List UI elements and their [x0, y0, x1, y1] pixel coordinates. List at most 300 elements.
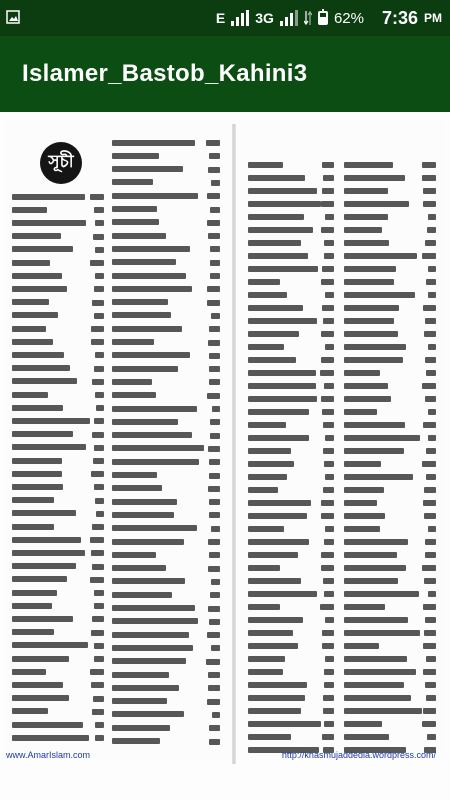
- scanned-text-stroke: [248, 201, 321, 207]
- scanned-text-stroke: [344, 617, 408, 623]
- toc-entry-line: [344, 639, 436, 652]
- scanned-page-number-stroke: [424, 487, 436, 493]
- toc-entry-line: [248, 470, 334, 483]
- toc-entry-line: [344, 483, 436, 496]
- scanned-text-stroke: [12, 431, 73, 437]
- toc-entry-line: [112, 415, 220, 428]
- scanned-text-stroke: [248, 279, 280, 285]
- toc-entry-line: [12, 560, 104, 573]
- scanned-text-stroke: [112, 339, 154, 345]
- scanned-text-stroke: [248, 578, 301, 584]
- toc-entry-line: [248, 197, 334, 210]
- scanned-text-stroke: [248, 162, 283, 168]
- scanned-text-stroke: [344, 708, 422, 714]
- scanned-page-number-stroke: [92, 524, 104, 530]
- scanned-text-stroke: [12, 233, 61, 239]
- toc-entry-line: [344, 262, 436, 275]
- scanned-text-stroke: [12, 669, 46, 675]
- toc-entry-line: [344, 704, 436, 717]
- scanned-text-stroke: [112, 658, 186, 664]
- scanned-page-number-stroke: [208, 606, 220, 612]
- toc-entry-line: [248, 535, 334, 548]
- scanned-page-number-stroke: [423, 305, 436, 311]
- scanned-page-number-stroke: [424, 630, 436, 636]
- scanned-text-stroke: [344, 383, 388, 389]
- toc-entry-line: [12, 612, 104, 625]
- scanned-page-number-stroke: [207, 286, 220, 292]
- scanned-text-stroke: [12, 629, 54, 635]
- scanned-page-number-stroke: [325, 617, 334, 623]
- scanned-text-stroke: [248, 370, 316, 376]
- scanned-text-stroke: [112, 246, 190, 252]
- scanned-text-stroke: [12, 378, 77, 384]
- scanned-text-stroke: [248, 448, 291, 454]
- scanned-page-number-stroke: [208, 539, 220, 545]
- toc-entry-line: [112, 668, 220, 681]
- scanned-page-number-stroke: [324, 253, 334, 259]
- scanned-page-number-stroke: [321, 279, 334, 285]
- scanned-page-number-stroke: [211, 579, 220, 585]
- toc-entry-line: [112, 429, 220, 442]
- toc-entry-line: [344, 548, 436, 561]
- scanned-text-stroke: [248, 253, 308, 259]
- scanned-text-stroke: [344, 682, 404, 688]
- toc-entry-line: [248, 587, 334, 600]
- scanned-text-stroke: [12, 524, 54, 530]
- toc-entry-line: [112, 708, 220, 721]
- scanned-page-number-stroke: [322, 305, 334, 311]
- toc-entry-line: [344, 288, 436, 301]
- scanned-page-number-stroke: [208, 685, 220, 691]
- toc-entry-line: [248, 522, 334, 535]
- toc-entry-line: [248, 379, 334, 392]
- scanned-text-stroke: [112, 539, 184, 545]
- toc-entry-line: [248, 639, 334, 652]
- toc-entry-line: [248, 392, 334, 405]
- toc-entry-line: [112, 575, 220, 588]
- scanned-text-stroke: [344, 552, 397, 558]
- scanned-page-number-stroke: [207, 220, 220, 226]
- scanned-text-stroke: [12, 260, 50, 266]
- scanned-page-number-stroke: [208, 233, 220, 239]
- scanned-page-number-stroke: [321, 331, 334, 337]
- toc-entry-line: [12, 230, 104, 243]
- toc-entry-line: [112, 402, 220, 415]
- toc-entry-line: [12, 322, 104, 335]
- toc-entry-line: [12, 573, 104, 586]
- scanned-text-stroke: [344, 487, 384, 493]
- scanned-page-number-stroke: [323, 695, 334, 701]
- toc-entry-line: [12, 546, 104, 559]
- toc-entry-line: [12, 335, 104, 348]
- signal-strength-icon-2: [280, 10, 298, 26]
- scanned-text-stroke: [344, 578, 398, 584]
- scanned-page-number-stroke: [428, 435, 436, 441]
- scanned-page-number-stroke: [321, 227, 334, 233]
- toc-entry-line: [248, 548, 334, 561]
- scanned-page-number-stroke: [428, 409, 436, 415]
- scanned-text-stroke: [12, 497, 54, 503]
- network-label: E: [215, 10, 226, 26]
- toc-entry-line: [112, 442, 220, 455]
- scanned-page-number-stroke: [425, 552, 436, 558]
- scanned-page-number-stroke: [323, 318, 334, 324]
- scanned-page-number-stroke: [422, 175, 436, 181]
- toc-entry-line: [112, 655, 220, 668]
- scanned-text-stroke: [248, 422, 286, 428]
- scanned-page-number-stroke: [427, 734, 436, 740]
- scanned-page-number-stroke: [95, 352, 104, 358]
- toc-entry-line: [112, 735, 220, 748]
- scanned-page-number-stroke: [209, 499, 220, 505]
- scanned-page-number-stroke: [423, 604, 436, 610]
- scanned-page-number-stroke: [210, 246, 220, 252]
- clock-ampm: PM: [424, 11, 442, 25]
- toc-entry-line: [344, 210, 436, 223]
- signal-strength-icon: [231, 10, 249, 26]
- scanned-text-stroke: [12, 365, 70, 371]
- scanned-text-stroke: [12, 392, 48, 398]
- toc-entry-line: [12, 428, 104, 441]
- toc-entry-line: [12, 599, 104, 612]
- scanned-text-stroke: [12, 563, 76, 569]
- battery-icon: [318, 11, 328, 25]
- toc-entry-line: [344, 457, 436, 470]
- toc-entry-line: [344, 561, 436, 574]
- scanned-page-number-stroke: [322, 266, 334, 272]
- scanned-page-number-stroke: [321, 201, 334, 207]
- scanned-text-stroke: [344, 643, 379, 649]
- scanned-text-stroke: [112, 605, 195, 611]
- toc-entry-line: [112, 522, 220, 535]
- scanned-text-stroke: [248, 513, 307, 519]
- scanned-text-stroke: [12, 299, 49, 305]
- scanned-page-number-stroke: [95, 498, 104, 504]
- scanned-text-stroke: [12, 484, 63, 490]
- scanned-text-stroke: [248, 188, 317, 194]
- toc-entry-line: [344, 730, 436, 743]
- toc-entry-line: [12, 216, 104, 229]
- toc-entry-line: [344, 249, 436, 262]
- scanned-page-number-stroke: [206, 140, 220, 146]
- scanned-page-number-stroke: [91, 682, 104, 688]
- scanned-page-number-stroke: [90, 577, 104, 583]
- scanned-text-stroke: [12, 326, 46, 332]
- scanned-page-number-stroke: [94, 603, 104, 609]
- page-viewer[interactable]: [0, 112, 450, 800]
- scanned-page-number-stroke: [324, 539, 334, 545]
- scanned-page-number-stroke: [92, 616, 104, 622]
- scanned-page-number-stroke: [325, 435, 334, 441]
- scanned-page-number-stroke: [427, 227, 436, 233]
- footer-left-link[interactable]: www.AmarIslam.com: [6, 750, 91, 760]
- scanned-page-number-stroke: [321, 513, 334, 519]
- scanned-page-number-stroke: [324, 682, 334, 688]
- scanned-text-stroke: [12, 339, 53, 345]
- scanned-text-stroke: [248, 656, 285, 662]
- toc-entry-line: [248, 327, 334, 340]
- toc-entry-line: [112, 508, 220, 521]
- toc-entry-line: [344, 418, 436, 431]
- scanned-text-stroke: [344, 565, 406, 571]
- image-icon: [6, 10, 20, 24]
- toc-entry-line: [344, 184, 436, 197]
- toc-entry-line: [12, 203, 104, 216]
- scanned-page-number-stroke: [322, 188, 334, 194]
- footer-right-link[interactable]: http://khasmujaddedia.wordpress.com/: [281, 750, 436, 760]
- scanned-page-number-stroke: [322, 409, 334, 415]
- toc-entry-line: [344, 158, 436, 171]
- scanned-text-stroke: [12, 722, 83, 728]
- toc-entry-line: [344, 574, 436, 587]
- toc-entry-line: [12, 348, 104, 361]
- scanned-page-number-stroke: [206, 659, 220, 665]
- toc-entry-line: [248, 483, 334, 496]
- toc-entry-line: [248, 288, 334, 301]
- scanned-text-stroke: [112, 179, 153, 185]
- scanned-text-stroke: [112, 525, 197, 531]
- scanned-page-number-stroke: [94, 484, 104, 490]
- scanned-text-stroke: [248, 409, 309, 415]
- toc-entry-line: [248, 678, 334, 691]
- scanned-text-stroke: [12, 444, 86, 450]
- scanned-page-number-stroke: [93, 458, 104, 464]
- toc-entry-line: [248, 691, 334, 704]
- scanned-text-stroke: [112, 711, 184, 717]
- toc-entry-line: [12, 718, 104, 731]
- scanned-text-stroke: [112, 432, 192, 438]
- scanned-text-stroke: [344, 344, 406, 350]
- toc-entry-line: [344, 197, 436, 210]
- scanned-text-stroke: [248, 318, 317, 324]
- scanned-text-stroke: [344, 422, 405, 428]
- toc-entry-line: [248, 418, 334, 431]
- toc-entry-line: [112, 455, 220, 468]
- scanned-page-number-stroke: [423, 500, 436, 506]
- scanned-page-number-stroke: [323, 175, 334, 181]
- scanned-page-number-stroke: [425, 240, 436, 246]
- toc-entry-line: [344, 171, 436, 184]
- scanned-page-number-stroke: [208, 566, 220, 572]
- scanned-page-number-stroke: [325, 292, 334, 298]
- toc-entry-line: [344, 535, 436, 548]
- scanned-page-number-stroke: [92, 379, 104, 385]
- network-type: 3G: [255, 10, 274, 26]
- scanned-page-number-stroke: [210, 273, 220, 279]
- scanned-text-stroke: [248, 682, 307, 688]
- toc-entry-line: [112, 389, 220, 402]
- scanned-text-stroke: [248, 266, 318, 272]
- scanned-text-stroke: [112, 140, 195, 146]
- scanned-page-number-stroke: [325, 344, 334, 350]
- scanned-page-number-stroke: [208, 340, 220, 346]
- scanned-text-stroke: [248, 357, 296, 363]
- toc-entry-line: [12, 388, 104, 401]
- toc-entry-line: [344, 431, 436, 444]
- scanned-text-stroke: [344, 526, 380, 532]
- scanned-text-stroke: [112, 725, 170, 731]
- data-transfer-icon: [304, 10, 312, 26]
- toc-entry-line: [112, 229, 220, 242]
- scanned-text-stroke: [344, 279, 394, 285]
- scanned-page-number-stroke: [422, 383, 436, 389]
- scanned-page-number-stroke: [93, 696, 104, 702]
- scanned-text-stroke: [12, 418, 90, 424]
- book-spine: [232, 124, 236, 764]
- scanned-text-stroke: [248, 383, 316, 389]
- scanned-page-number-stroke: [324, 721, 334, 727]
- toc-entry-line: [248, 275, 334, 288]
- scanned-page-number-stroke: [321, 396, 334, 402]
- scanned-text-stroke: [12, 458, 62, 464]
- scanned-page-number-stroke: [209, 739, 220, 745]
- scanned-text-stroke: [112, 672, 169, 678]
- scanned-text-stroke: [248, 344, 284, 350]
- scanned-text-stroke: [344, 201, 409, 207]
- scanned-text-stroke: [112, 259, 176, 265]
- scanned-text-stroke: [344, 253, 417, 259]
- toc-entry-line: [12, 731, 104, 744]
- scanned-text-stroke: [344, 448, 404, 454]
- toc-entry-line: [12, 626, 104, 639]
- scanned-page-number-stroke: [425, 396, 436, 402]
- toc-entry-line: [12, 414, 104, 427]
- scanned-text-stroke: [112, 286, 192, 292]
- scanned-text-stroke: [248, 214, 304, 220]
- scanned-text-stroke: [248, 461, 294, 467]
- toc-entry-line: [112, 562, 220, 575]
- scanned-page-number-stroke: [210, 260, 220, 266]
- toc-entry-line: [112, 482, 220, 495]
- toc-entry-line: [12, 282, 104, 295]
- toc-entry-line: [112, 375, 220, 388]
- scanned-text-stroke: [112, 592, 172, 598]
- scanned-text-stroke: [12, 312, 58, 318]
- scanned-text-stroke: [248, 617, 303, 623]
- scanned-text-stroke: [112, 166, 183, 172]
- toc-entry-line: [12, 639, 104, 652]
- scanned-text-stroke: [344, 357, 403, 363]
- toc-entry-line: [112, 469, 220, 482]
- toc-entry-line: [112, 681, 220, 694]
- toc-entry-line: [248, 509, 334, 522]
- scanned-text-stroke: [12, 590, 57, 596]
- scanned-page-number-stroke: [95, 735, 104, 741]
- scanned-page-number-stroke: [428, 526, 436, 532]
- scanned-page-number-stroke: [211, 645, 220, 651]
- toc-entry-line: [112, 242, 220, 255]
- scanned-page-number-stroke: [94, 643, 104, 649]
- toc-entry-line: [248, 574, 334, 587]
- toc-entry-line: [248, 717, 334, 730]
- scanned-page-number-stroke: [322, 630, 334, 636]
- scanned-text-stroke: [12, 682, 63, 688]
- scanned-text-stroke: [248, 474, 287, 480]
- scanned-page-number-stroke: [322, 734, 334, 740]
- scanned-text-stroke: [12, 735, 89, 741]
- toc-entry-line: [248, 496, 334, 509]
- scanned-text-stroke: [344, 162, 393, 168]
- toc-entry-line: [344, 327, 436, 340]
- scanned-text-stroke: [344, 409, 377, 415]
- scanned-text-stroke: [248, 500, 311, 506]
- scanned-page-number-stroke: [95, 273, 104, 279]
- scanned-page-number-stroke: [423, 669, 436, 675]
- scanned-page-number-stroke: [95, 247, 104, 253]
- scanned-page-number-stroke: [90, 194, 104, 200]
- scanned-text-stroke: [248, 526, 284, 532]
- scanned-page-number-stroke: [428, 214, 436, 220]
- toc-entry-line: [12, 309, 104, 322]
- scanned-page-number-stroke: [207, 193, 220, 199]
- scanned-text-stroke: [112, 459, 199, 465]
- scanned-page-number-stroke: [422, 253, 436, 259]
- toc-entry-line: [112, 349, 220, 362]
- scanned-page-number-stroke: [210, 419, 220, 425]
- scanned-page-number-stroke: [320, 604, 334, 610]
- scanned-page-number-stroke: [90, 260, 104, 266]
- toc-entry-line: [344, 613, 436, 626]
- toc-entry-line: [12, 705, 104, 718]
- scanned-page-number-stroke: [211, 180, 220, 186]
- scanned-text-stroke: [112, 366, 178, 372]
- scanned-page-number-stroke: [425, 318, 436, 324]
- toc-entry-line: [12, 520, 104, 533]
- scanned-text-stroke: [12, 550, 85, 556]
- toc-entry-line: [12, 586, 104, 599]
- toc-entry-line: [344, 665, 436, 678]
- toc-entry-line: [112, 588, 220, 601]
- scanned-page-number-stroke: [321, 552, 334, 558]
- scanned-page-number-stroke: [95, 722, 104, 728]
- scanned-page-number-stroke: [428, 591, 436, 597]
- scanned-page-number-stroke: [426, 370, 436, 376]
- scanned-text-stroke: [112, 618, 198, 624]
- scanned-text-stroke: [112, 698, 167, 704]
- toc-entry-line: [248, 613, 334, 626]
- scanned-text-stroke: [12, 273, 62, 279]
- scanned-text-stroke: [112, 485, 162, 491]
- scanned-page-number-stroke: [207, 699, 220, 705]
- scanned-text-stroke: [248, 396, 317, 402]
- scanned-text-stroke: [12, 510, 76, 516]
- toc-entry-line: [344, 301, 436, 314]
- scanned-page-number-stroke: [207, 393, 220, 399]
- scanned-text-stroke: [248, 331, 299, 337]
- right-page-toc: [248, 132, 438, 757]
- scanned-page-number-stroke: [422, 162, 436, 168]
- scanned-text-stroke: [248, 240, 301, 246]
- toc-entry-line: [344, 275, 436, 288]
- toc-entry-line: [344, 405, 436, 418]
- scanned-page-number-stroke: [426, 448, 436, 454]
- toc-entry-line: [248, 405, 334, 418]
- scanned-page-number-stroke: [209, 379, 220, 385]
- scanned-page-number-stroke: [422, 565, 436, 571]
- scanned-page-number-stroke: [90, 669, 104, 675]
- scanned-text-stroke: [112, 685, 179, 691]
- toc-entry-line: [248, 457, 334, 470]
- scanned-text-stroke: [344, 266, 396, 272]
- scanned-page-number-stroke: [209, 552, 220, 558]
- scanned-page-number-stroke: [320, 370, 334, 376]
- toc-entry-line: [12, 507, 104, 520]
- toc-entry-line: [12, 533, 104, 546]
- scanned-text-stroke: [344, 370, 380, 376]
- scanned-text-stroke: [112, 578, 185, 584]
- toc-entry-line: [12, 480, 104, 493]
- scanned-page-number-stroke: [91, 326, 104, 332]
